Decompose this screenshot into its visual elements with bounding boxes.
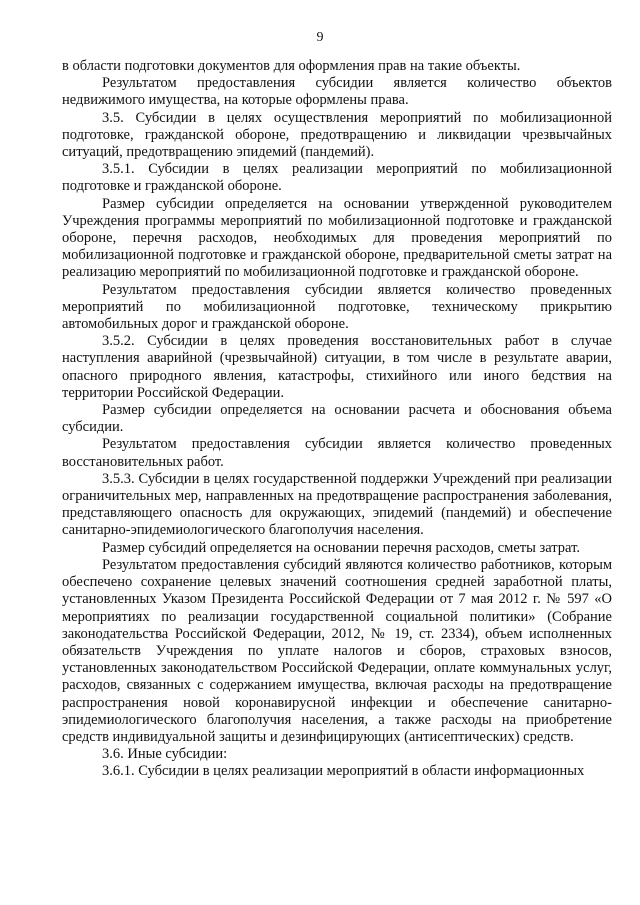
paragraph: Результатом предоставления субсидий являются количество работников, которым обеспечено сохранение целевых значений соотношения средней заработной платы, установленных Указом Президента Российской Федерации от 7 мая 2012 г. № 597 «О мероприятиях по реализации государственной социальной политики» (Собрание законодательства Российской Федерации, 2012, № 19, ст. 2334), объем исполненных обязательств Учреждения по уплате налогов и сборов, страховых взносов, установленных законодательством Российской Федерации, оплате коммунальных услуг, расходов, связанных с содержанием имущества, включая расходы на предотвращение распространения новой коронавирусной инфекции и обеспечение санитарно-эпидемиологического благополучия населения, а также расходы на приобретение средств индивидуальной защиты и дезинфицирующих (антисептических) средств.: [62, 556, 612, 745]
paragraph: Размер субсидии определяется на основании расчета и обоснования объема субсидии.: [62, 402, 612, 436]
paragraph: Результатом предоставления субсидии является количество проведенных мероприятий по мобилизационной подготовке, техническому прикрытию автомобильных дорог и гражданской обороне.: [62, 281, 612, 333]
paragraph: 3.5. Субсидии в целях осуществления мероприятий по мобилизационной подготовке, гражданской обороне, предотвращению и ликвидации чрезвычайных ситуаций, предотвращению эпидемий (пандемий).: [62, 109, 612, 161]
paragraph: Результатом предоставления субсидии является количество объектов недвижимого имущества, на которые оформлены права.: [62, 75, 612, 109]
page-number: 9: [316, 30, 324, 45]
paragraph: 3.5.1. Субсидии в целях реализации мероприятий по мобилизационной подготовке и гражданской обороне.: [62, 161, 612, 195]
paragraph: Размер субсидий определяется на основании перечня расходов, сметы затрат.: [102, 539, 580, 556]
paragraph: 3.6.1. Субсидии в целях реализации мероприятий в области информационных: [102, 763, 585, 780]
paragraph: 3.5.2. Субсидии в целях проведения восстановительных работ в случае наступления аварийной (чрезвычайной) ситуации, в том числе в результате аварии, опасного природного явления, катастрофы, стихийного или иного бедствия на территории Российской Федерации.: [62, 333, 612, 401]
paragraph: Результатом предоставления субсидии является количество проведенных восстановительных работ.: [62, 436, 612, 470]
paragraph: в области подготовки документов для оформления прав на такие объекты.: [62, 58, 521, 74]
document-body: [62, 58, 612, 781]
paragraph: 3.6. Иные субсидии:: [102, 746, 228, 763]
paragraph: 3.5.3. Субсидии в целях государственной поддержки Учреждений при реализации ограничительных мер, направленных на предотвращение распространения заболевания, представляющего опасность для окружающих, эпидемий (пандемий) и обеспечение санитарно-эпидемиологического благополучия населения.: [62, 470, 612, 539]
paragraph: Размер субсидии определяется на основании утвержденной руководителем Учреждения программы мероприятий по мобилизационной подготовке и гражданской обороне, перечня расходов, необходимых для проведения мероприятий по мобилизационной подготовке и гражданской обороне, предварительной сметы затрат на реализацию мероприятий по мобилизационной подготовке и гражданской обороне.: [62, 195, 612, 281]
